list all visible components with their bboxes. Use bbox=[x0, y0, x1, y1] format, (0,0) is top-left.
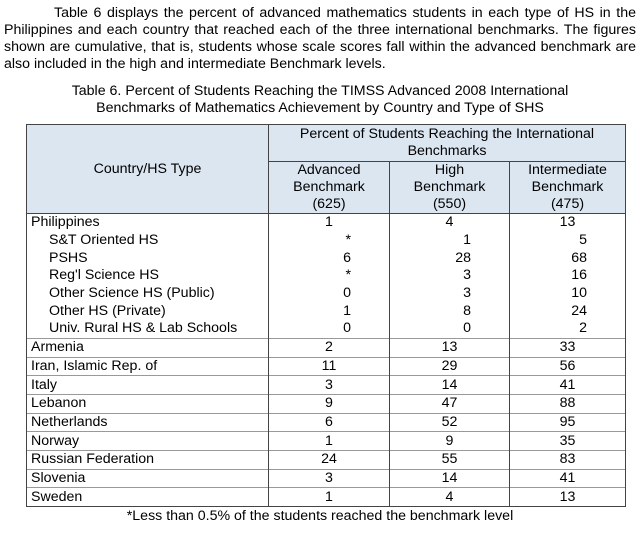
header-intermediate-line-1: Intermediate bbox=[528, 162, 607, 178]
intermediate-value: 33 bbox=[510, 338, 626, 357]
high-value: 1 bbox=[390, 232, 510, 250]
advanced-value: 0 bbox=[269, 285, 390, 303]
high-value: 4 bbox=[390, 488, 510, 507]
header-high-line-3: (550) bbox=[432, 196, 467, 212]
intermediate-value: 88 bbox=[510, 394, 626, 413]
hs-type-row bbox=[27, 302, 626, 320]
table-caption bbox=[4, 83, 636, 117]
high-value: 13 bbox=[390, 338, 510, 357]
advanced-value: 1 bbox=[269, 432, 390, 451]
advanced-value: 2 bbox=[269, 338, 390, 357]
country-row bbox=[27, 488, 626, 507]
high-value: 14 bbox=[390, 376, 510, 395]
row-label: Lebanon bbox=[27, 394, 269, 413]
row-label: Philippines bbox=[27, 214, 269, 232]
header-advanced bbox=[269, 162, 390, 214]
header-intermediate-line-2: Benchmark bbox=[531, 179, 604, 195]
header-high bbox=[390, 162, 510, 214]
header-intermediate bbox=[510, 162, 626, 214]
intermediate-value: 83 bbox=[510, 450, 626, 469]
header-high-line-1: High bbox=[434, 162, 465, 178]
country-row bbox=[27, 450, 626, 469]
intermediate-value: 13 bbox=[510, 214, 626, 232]
high-value: 3 bbox=[390, 285, 510, 303]
header-group: Percent of Students Reaching the International Benchmarks bbox=[269, 125, 626, 162]
intermediate-value: 41 bbox=[510, 469, 626, 488]
high-value: 3 bbox=[390, 267, 510, 285]
high-value: 28 bbox=[390, 249, 510, 267]
advanced-value: 11 bbox=[269, 357, 390, 376]
high-value: 9 bbox=[390, 432, 510, 451]
header-advanced-line-1: Advanced bbox=[297, 162, 361, 178]
advanced-value: 9 bbox=[269, 394, 390, 413]
intermediate-value: 35 bbox=[510, 432, 626, 451]
intermediate-value: 41 bbox=[510, 376, 626, 395]
country-row bbox=[27, 394, 626, 413]
hs-type-row bbox=[27, 320, 626, 338]
advanced-value: 0 bbox=[269, 320, 390, 338]
advanced-value: * bbox=[269, 267, 390, 285]
high-value: 8 bbox=[390, 302, 510, 320]
row-label: Sweden bbox=[27, 488, 269, 507]
header-high-line-2: Benchmark bbox=[413, 179, 486, 195]
advanced-value: 3 bbox=[269, 469, 390, 488]
intermediate-value: 2 bbox=[510, 320, 626, 338]
advanced-value: 24 bbox=[269, 450, 390, 469]
country-row bbox=[27, 432, 626, 451]
country-row bbox=[27, 376, 626, 395]
advanced-value: 1 bbox=[269, 302, 390, 320]
intermediate-value: 24 bbox=[510, 302, 626, 320]
caption-line-1: Table 6. Percent of Students Reaching the TIMSS Advanced 2008 International bbox=[71, 83, 569, 99]
benchmark-table bbox=[26, 124, 626, 507]
footnote: *Less than 0.5% of the students reached the benchmark level bbox=[126, 508, 514, 524]
row-label: Other HS (Private) bbox=[27, 302, 269, 320]
row-label: Iran, Islamic Rep. of bbox=[27, 357, 269, 376]
intro-paragraph: Table 6 displays the percent of advanced mathematics students in each type of HS in the Philippines and each country that reached each of the three international benchmarks. The figures shown are cumulative, that is, students whose scale scores fall within the advanced benchmark are also included in the high and intermediate Benchmark levels. bbox=[4, 5, 636, 72]
intermediate-value: 56 bbox=[510, 357, 626, 376]
advanced-value: 1 bbox=[269, 488, 390, 507]
intermediate-value: 5 bbox=[510, 232, 626, 250]
row-label: Norway bbox=[27, 432, 269, 451]
header-advanced-line-3: (625) bbox=[312, 196, 346, 212]
advanced-value: 3 bbox=[269, 376, 390, 395]
row-label: Netherlands bbox=[27, 413, 269, 432]
high-value: 55 bbox=[390, 450, 510, 469]
row-label: PSHS bbox=[27, 249, 269, 267]
high-value: 4 bbox=[390, 214, 510, 232]
country-row bbox=[27, 214, 626, 232]
row-label: Russian Federation bbox=[27, 450, 269, 469]
header-advanced-line-2: Benchmark bbox=[293, 179, 365, 195]
header-intermediate-line-3: (475) bbox=[550, 196, 585, 212]
row-label: Italy bbox=[27, 376, 269, 395]
advanced-value: 1 bbox=[269, 214, 390, 232]
row-label: Reg'l Science HS bbox=[27, 267, 269, 285]
intermediate-value: 13 bbox=[510, 488, 626, 507]
row-label: Univ. Rural HS & Lab Schools bbox=[27, 320, 269, 338]
hs-type-row bbox=[27, 285, 626, 303]
hs-type-row bbox=[27, 267, 626, 285]
advanced-value: 6 bbox=[269, 413, 390, 432]
row-label: Armenia bbox=[27, 338, 269, 357]
high-value: 52 bbox=[390, 413, 510, 432]
advanced-value: * bbox=[269, 232, 390, 250]
hs-type-row bbox=[27, 232, 626, 250]
high-value: 29 bbox=[390, 357, 510, 376]
row-label: Other Science HS (Public) bbox=[27, 285, 269, 303]
intermediate-value: 95 bbox=[510, 413, 626, 432]
row-label: Slovenia bbox=[27, 469, 269, 488]
country-row bbox=[27, 357, 626, 376]
high-value: 14 bbox=[390, 469, 510, 488]
intermediate-value: 16 bbox=[510, 267, 626, 285]
header-country: Country/HS Type bbox=[27, 125, 269, 214]
country-row bbox=[27, 413, 626, 432]
high-value: 0 bbox=[390, 320, 510, 338]
advanced-value: 6 bbox=[269, 249, 390, 267]
intermediate-value: 68 bbox=[510, 249, 626, 267]
country-row bbox=[27, 469, 626, 488]
row-label: S&T Oriented HS bbox=[27, 232, 269, 250]
hs-type-row bbox=[27, 249, 626, 267]
high-value: 47 bbox=[390, 394, 510, 413]
country-row bbox=[27, 338, 626, 357]
intermediate-value: 10 bbox=[510, 285, 626, 303]
caption-line-2: Benchmarks of Mathematics Achievement by Country and Type of SHS bbox=[96, 100, 544, 116]
